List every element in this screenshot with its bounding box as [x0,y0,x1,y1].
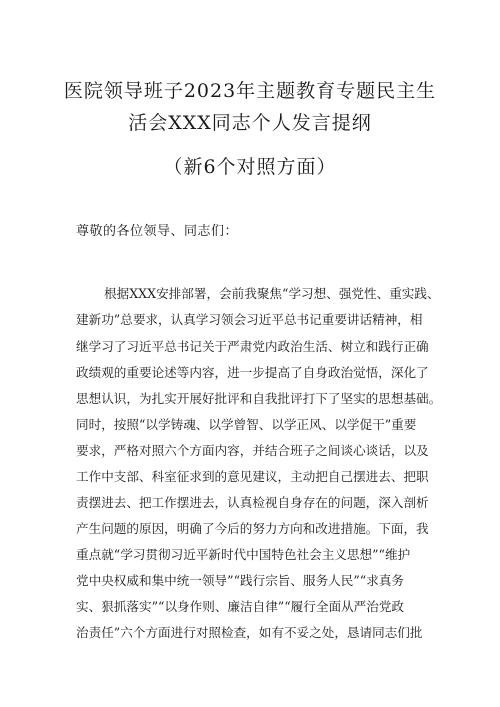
body-line: 工作中支部、科室征求到的意见建议，主动把自己摆进去、把职 [76,469,429,484]
body-line: 建新功”总要求，认真学习领会习近平总书记重要讲话精神，相 [76,312,423,327]
body-line: 要求，严格对照六个方面内容，并结合班子之间谈心谈话，以及 [76,443,429,458]
body-line: 同时，按照“以学铸魂、以学曾智、以学正风、以学促干”重要 [76,417,417,432]
body-line: 实、狠抓落实”“以身作则、廉洁自律”“履行全面从严治党政 [76,599,405,614]
body-line: 思想认识，为扎实开展好批评和自我批评打下了坚实的思想基础。 [76,391,442,406]
body-line: 责摆进去、把工作摆进去，认真检视自身存在的问题，深入剖析 [76,495,429,510]
body-line: 继学习了习近平总书记关于严肃党内政治生活、树立和践行正确 [76,339,429,354]
document-subtitle: （新6个对照方面） [163,156,337,178]
body-line: 重点就“学习贯彻习近平新时代中国特色社会主义思想”“维护 [76,547,411,562]
body-line: 治责任”六个方面进行对照检查，如有不妥之处，恳请同志们批 [76,625,423,640]
body-line: 政绩观的重要论述等内容，进一步提高了自身政治觉悟，深化了 [76,365,429,380]
body-line: 产生问题的原因，明确了今后的努力方向和改进措施。下面，我 [76,521,429,536]
document-title-line-2: 活会XXX同志个人发言提纲 [128,112,372,134]
salutation: 尊敬的各位领导、同志们： [76,224,239,239]
body-line: 党中央权威和集中统一领导”“践行宗旨、服务人民”“求真务 [76,573,405,588]
document-title-line-1: 医院领导班子2023年主题教育专题民主生 [63,80,437,102]
body-line: 根据XXX安排部署，会前我聚焦“学习想、强党性、重实践、 [104,286,440,301]
